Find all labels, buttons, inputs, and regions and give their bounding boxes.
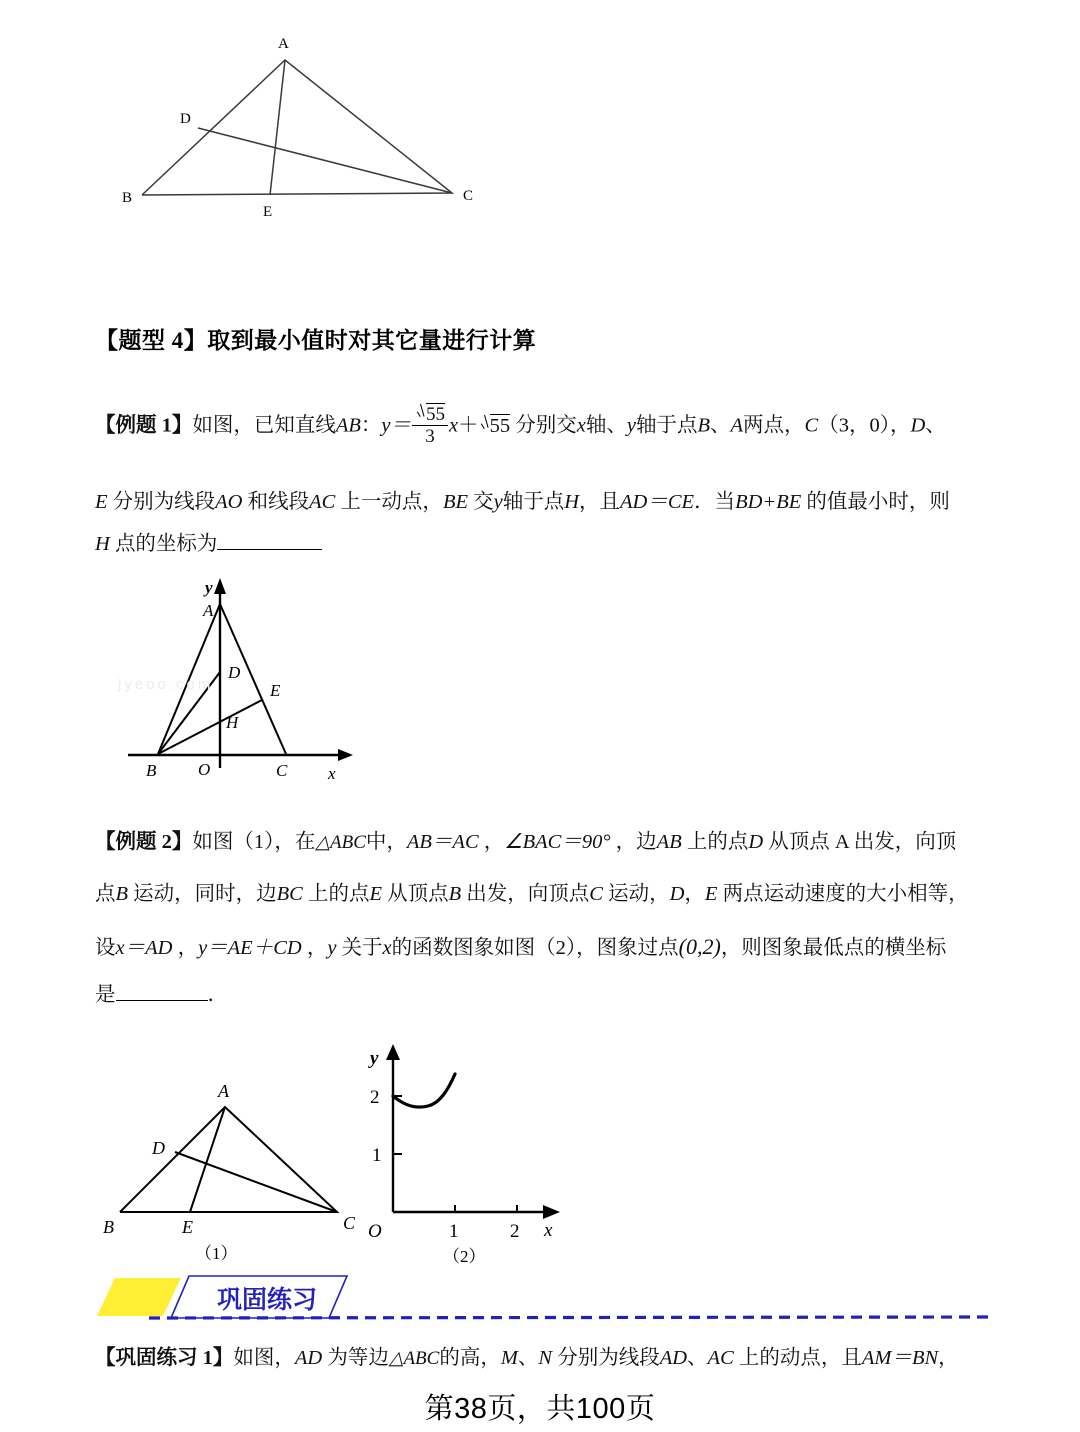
- ex1-l2-f: ，且: [579, 491, 621, 513]
- ex1-plus: ＋: [458, 414, 479, 437]
- ex2-l2-d: 上的点: [307, 883, 370, 905]
- ex1-be: BE: [442, 491, 468, 513]
- answer-blank-min-x[interactable]: [116, 1000, 208, 1001]
- p1-c: 的高，: [439, 1347, 501, 1369]
- origin-label: O: [368, 1221, 382, 1242]
- ex1-pt-c: C: [804, 414, 819, 437]
- ex1-x-axis: x: [576, 414, 586, 437]
- label-d: D: [228, 663, 241, 682]
- ex1-t-c: 轴、: [585, 414, 627, 437]
- label-a: A: [278, 36, 289, 52]
- ex1-adce: AD＝CE: [620, 491, 695, 513]
- ex2-l3-x: x＝AD: [115, 937, 173, 959]
- p1-b: 为等边: [327, 1347, 389, 1369]
- ex2-l1-f: ，边: [615, 831, 657, 853]
- example2-line1: [95, 832, 990, 854]
- ex2-l1-b: 中，: [365, 831, 407, 853]
- label-o: O: [198, 760, 211, 779]
- ex1-pt-b: B: [697, 414, 711, 437]
- ex2-l3-pt: (0,2): [678, 934, 721, 959]
- example2-line3: [95, 935, 990, 960]
- ex2-l4-a: 是: [95, 984, 116, 1006]
- label-d: D: [180, 111, 191, 127]
- ex1-l3-b: 点的坐标为: [114, 533, 218, 555]
- ex1-l2-c: 上一动点，: [340, 491, 443, 513]
- ex2-l2-i: C: [589, 883, 603, 905]
- ex2-l1-g: 上的点: [686, 831, 749, 853]
- figure1-svg: [90, 1032, 380, 1267]
- axis-label-y: y: [205, 578, 213, 597]
- label-e: E: [263, 204, 273, 220]
- ex2-l2-k: D: [669, 883, 685, 905]
- page-footer: 第38页，共100页: [424, 1393, 656, 1425]
- p1-d: 、: [517, 1347, 539, 1369]
- axis-label-x: x: [328, 764, 336, 783]
- label-a: A: [218, 1081, 229, 1101]
- ex1-l2-a: 分别为线段: [112, 491, 216, 513]
- ex1-l2-g: ．当: [694, 491, 736, 513]
- ex1-h: H: [564, 491, 580, 513]
- label-a: A: [203, 601, 214, 620]
- p1-f: AD: [659, 1347, 688, 1369]
- sqrt-55: [479, 413, 511, 438]
- label-c: C: [276, 761, 288, 780]
- ex2-l2-h: 出发，向顶点: [466, 883, 590, 905]
- example1-label: 【例题 1】: [95, 414, 193, 437]
- figure-2-graph: [358, 1032, 593, 1267]
- practice1-label: 【巩固练习 1】: [95, 1347, 234, 1369]
- ex2-l2-b: B: [115, 883, 129, 905]
- label-c: C: [343, 1213, 356, 1233]
- practice-banner: [97, 1272, 990, 1324]
- figure-triangle-top: [100, 18, 500, 243]
- ex1-rad2: 55: [489, 414, 511, 437]
- p1-tri: △ABC: [388, 1348, 440, 1369]
- ex1-l2-e2: 轴于点: [502, 491, 565, 513]
- ex1-x-var: x: [449, 414, 459, 437]
- ex1-c-coord: （3，0）: [818, 414, 890, 437]
- example2-line2: [95, 884, 990, 906]
- ex1-t-b: 分别交: [515, 414, 577, 437]
- ex1-pt-a: A: [730, 414, 744, 437]
- ex1-bdbe: BD+BE: [735, 491, 802, 513]
- ex1-dun1: 、: [710, 414, 731, 437]
- ex1-ab: AB: [335, 414, 361, 437]
- watermark: jyeoo.com: [118, 676, 214, 693]
- ex2-l2-m: E: [704, 883, 718, 905]
- ex1-pt-d: D: [910, 414, 926, 437]
- ex2-l2-n: 两点运动速度的大小相等，: [722, 883, 969, 905]
- label-b: B: [122, 190, 133, 206]
- p1-n: N: [538, 1347, 553, 1369]
- ex2-l1-ab: AB: [656, 831, 682, 853]
- banner-yellow-shape: [97, 1278, 181, 1316]
- ex2-l3-y: y＝AE＋CD: [198, 937, 302, 959]
- example2-line4: [95, 985, 990, 1007]
- section-heading: 【题型 4】取到最小值时对其它量进行计算: [95, 328, 537, 353]
- example1-line1: [95, 402, 990, 446]
- label-b: B: [103, 1217, 114, 1237]
- p1-m: M: [500, 1347, 518, 1369]
- ex2-l2-j: 运动，: [608, 883, 670, 905]
- ex2-l3-c: ，: [306, 937, 328, 959]
- ex1-ao: AO: [215, 491, 243, 513]
- ex2-l2-c: 运动，同时，边: [133, 883, 277, 905]
- axis-label-x: x: [544, 1220, 553, 1241]
- ex1-ac: AC: [309, 491, 336, 513]
- ex2-l1-c: AB＝AC: [406, 831, 479, 853]
- p1-e: 分别为线段: [557, 1347, 660, 1369]
- label-c: C: [463, 188, 474, 204]
- ex1-dun2: 、: [925, 414, 946, 437]
- p1-k: ，: [938, 1347, 959, 1369]
- ytick-1: 1: [372, 1145, 382, 1166]
- ex2-l1-tri: △ABC: [315, 832, 366, 853]
- ex2-l2-g: B: [448, 883, 462, 905]
- ex2-l4-b: ．: [207, 984, 228, 1006]
- ex1-l2-e: E: [95, 491, 108, 513]
- ex2-l2-f: 从顶点: [387, 883, 449, 905]
- banner-dashed-line: [149, 1317, 990, 1318]
- figure2-svg: [358, 1032, 593, 1267]
- p1-i: 上的动点，且: [738, 1347, 862, 1369]
- fraction-sqrt55-over-3: [412, 402, 448, 446]
- ex1-l2-d: 交: [473, 491, 494, 513]
- label-e: E: [182, 1217, 193, 1237]
- example1-line3: [95, 534, 990, 556]
- figure-1-triangle: [90, 1032, 380, 1267]
- ex1-comma1: ，: [889, 414, 911, 437]
- practice1-line: [95, 1348, 990, 1370]
- ex1-l3-a: H: [95, 533, 110, 555]
- p1-ad: AD: [294, 1347, 323, 1369]
- p1-a: 如图，: [233, 1347, 295, 1369]
- p1-h: AC: [707, 1347, 734, 1369]
- ex2-l1-d: ，: [483, 831, 505, 853]
- ex2-l3-f: ，则图象最低点的横坐标: [720, 937, 947, 959]
- ex2-l3-yy: y: [327, 937, 337, 959]
- label-b: B: [146, 761, 157, 780]
- ex1-l2-b: 和线段: [247, 491, 310, 513]
- ex1-y-axis: y: [626, 414, 636, 437]
- figure2-caption: （2）: [443, 1247, 486, 1266]
- answer-blank-h-coord[interactable]: [217, 549, 322, 550]
- banner-title: 巩固练习: [217, 1287, 318, 1314]
- ex2-l2-a: 点: [95, 883, 116, 905]
- ex1-t-d: 轴于点: [635, 414, 698, 437]
- ex1-l2-h: 的值最小时，则: [806, 491, 950, 513]
- label-h: H: [226, 713, 239, 732]
- ytick-2: 2: [370, 1087, 380, 1108]
- p1-j: AM＝BN: [861, 1347, 939, 1369]
- triangle-top-svg: [100, 18, 500, 243]
- ex2-l2-l: ，: [684, 883, 705, 905]
- ex2-l1-d2: D: [748, 831, 764, 853]
- ex2-l2-bc: BC: [276, 883, 303, 905]
- axis-label-y: y: [370, 1048, 379, 1069]
- ex1-t-a: 如图，已知直线: [192, 414, 336, 437]
- ex1-colon: ：: [360, 414, 382, 437]
- label-d: D: [152, 1138, 165, 1158]
- ex2-l2-e: E: [369, 883, 383, 905]
- ex2-l1-a: 如图（1），在: [192, 831, 316, 853]
- p1-g: 、: [687, 1347, 708, 1369]
- ex2-l3-b: ，: [177, 937, 199, 959]
- ex2-l1-h: 从顶点 A 出发，向顶: [768, 831, 957, 853]
- example2-label: 【例题 2】: [95, 831, 193, 853]
- ex2-l3-a: 设: [95, 937, 116, 959]
- ex2-l3-e: 的函数图象如图（2），图象过点: [391, 937, 679, 959]
- ex2-l3-xx: x: [382, 937, 392, 959]
- xtick-1: 1: [449, 1221, 459, 1242]
- example1-line2: [95, 492, 990, 514]
- ex2-l1-e: ∠BAC＝90°: [504, 831, 611, 853]
- label-e: E: [270, 681, 281, 700]
- ex1-frac-den: 3: [425, 426, 435, 447]
- ex1-t-e: 两点，: [743, 414, 805, 437]
- ex1-frac-num: 55: [426, 404, 446, 425]
- ex1-y-eq: y＝: [381, 414, 412, 437]
- ex2-l3-d: 关于: [341, 937, 383, 959]
- xtick-2: 2: [510, 1221, 520, 1242]
- banner-svg: [97, 1272, 990, 1324]
- figure1-caption: （1）: [195, 1244, 238, 1263]
- ex1-y2: y: [493, 491, 503, 513]
